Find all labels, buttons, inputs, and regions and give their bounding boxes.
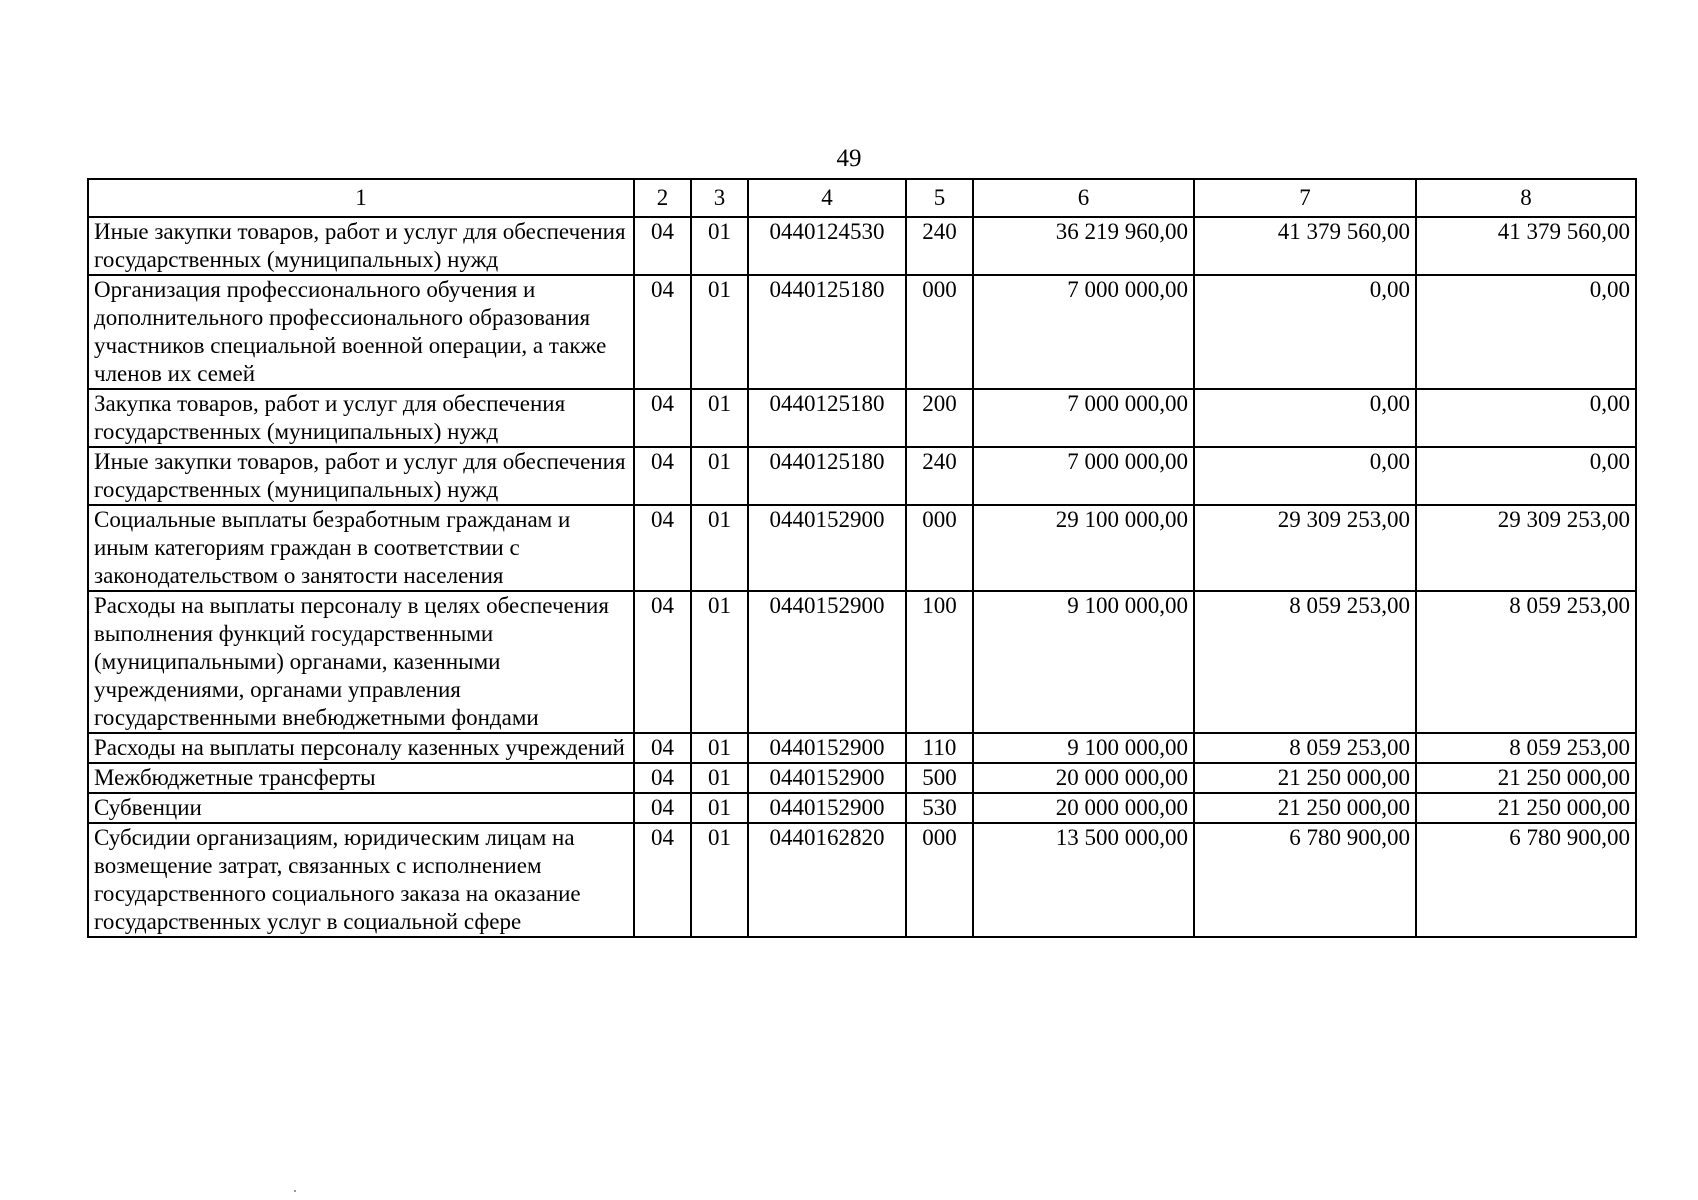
row-name: Организация профессионального обучения и дополнительного профессионального образования участников специальной военной операции, а также членов их семей — [88, 275, 634, 389]
subsection-code: 01 — [691, 591, 748, 733]
row-name: Социальные выплаты безработным гражданам и иным категориям граждан в соответствии с законодательством о занятости населения — [88, 505, 634, 591]
subsection-code: 01 — [691, 447, 748, 505]
table-row — [88, 217, 1636, 275]
target-article-code: 0440125180 — [748, 447, 906, 505]
target-article-code: 0440152900 — [748, 763, 906, 793]
row-name: Субсидии организациям, юридическим лицам на возмещение затрат, связанных с исполнением государственного социального заказа на оказание государственных услуг в социальной сфере — [88, 823, 634, 937]
amount-col-6: 9 100 000,00 — [973, 733, 1194, 763]
table-row — [88, 505, 1636, 591]
expense-type-code: 500 — [906, 763, 973, 793]
column-header: 8 — [1416, 179, 1636, 217]
expense-type-code: 000 — [906, 505, 973, 591]
amount-col-8: 21 250 000,00 — [1416, 763, 1636, 793]
row-name: Иные закупки товаров, работ и услуг для обеспечения государственных (муниципальных) нужд — [88, 217, 634, 275]
subsection-code: 01 — [691, 505, 748, 591]
section-code: 04 — [634, 447, 691, 505]
column-header: 1 — [88, 179, 634, 217]
page-number: 49 — [836, 145, 862, 172]
table-row — [88, 447, 1636, 505]
expense-type-code: 240 — [906, 447, 973, 505]
amount-col-8: 21 250 000,00 — [1416, 793, 1636, 823]
expense-type-code: 000 — [906, 275, 973, 389]
row-name: Расходы на выплаты персоналу в целях обеспечения выполнения функций государственными (муниципальными) органами, казенными учреждениями, органами управления государственными внебюджетными фондами — [88, 591, 634, 733]
expense-type-code: 000 — [906, 823, 973, 937]
amount-col-6: 9 100 000,00 — [973, 591, 1194, 733]
amount-col-7: 8 059 253,00 — [1194, 591, 1416, 733]
section-code: 04 — [634, 733, 691, 763]
amount-col-7: 8 059 253,00 — [1194, 733, 1416, 763]
target-article-code: 0440124530 — [748, 217, 906, 275]
row-name: Иные закупки товаров, работ и услуг для обеспечения государственных (муниципальных) нужд — [88, 447, 634, 505]
amount-col-7: 41 379 560,00 — [1194, 217, 1416, 275]
section-code: 04 — [634, 823, 691, 937]
expense-type-code: 100 — [906, 591, 973, 733]
section-code: 04 — [634, 389, 691, 447]
amount-col-7: 6 780 900,00 — [1194, 823, 1416, 937]
target-article-code: 0440152900 — [748, 793, 906, 823]
section-code: 04 — [634, 217, 691, 275]
amount-col-8: 0,00 — [1416, 389, 1636, 447]
amount-col-8: 6 780 900,00 — [1416, 823, 1636, 937]
header-row — [88, 179, 1636, 217]
subsection-code: 01 — [691, 389, 748, 447]
amount-col-8: 8 059 253,00 — [1416, 733, 1636, 763]
section-code: 04 — [634, 793, 691, 823]
table-row — [88, 733, 1636, 763]
expense-type-code: 200 — [906, 389, 973, 447]
subsection-code: 01 — [691, 763, 748, 793]
row-name: Субвенции — [88, 793, 634, 823]
row-name: Закупка товаров, работ и услуг для обеспечения государственных (муниципальных) нужд — [88, 389, 634, 447]
amount-col-6: 29 100 000,00 — [973, 505, 1194, 591]
amount-col-6: 20 000 000,00 — [973, 763, 1194, 793]
amount-col-6: 7 000 000,00 — [973, 275, 1194, 389]
amount-col-7: 0,00 — [1194, 389, 1416, 447]
section-code: 04 — [634, 275, 691, 389]
expense-type-code: 110 — [906, 733, 973, 763]
subsection-code: 01 — [691, 793, 748, 823]
target-article-code: 0440125180 — [748, 389, 906, 447]
amount-col-7: 21 250 000,00 — [1194, 793, 1416, 823]
row-name: Межбюджетные трансферты — [88, 763, 634, 793]
column-header: 2 — [634, 179, 691, 217]
table-row — [88, 275, 1636, 389]
amount-col-6: 7 000 000,00 — [973, 389, 1194, 447]
target-article-code: 0440125180 — [748, 275, 906, 389]
subsection-code: 01 — [691, 275, 748, 389]
subsection-code: 01 — [691, 733, 748, 763]
amount-col-7: 21 250 000,00 — [1194, 763, 1416, 793]
budget-table — [87, 178, 1637, 938]
amount-col-7: 0,00 — [1194, 275, 1416, 389]
table-row — [88, 763, 1636, 793]
amount-col-8: 0,00 — [1416, 447, 1636, 505]
table-row — [88, 389, 1636, 447]
section-code: 04 — [634, 591, 691, 733]
subsection-code: 01 — [691, 823, 748, 937]
row-name: Расходы на выплаты персоналу казенных учреждений — [88, 733, 634, 763]
amount-col-6: 36 219 960,00 — [973, 217, 1194, 275]
section-code: 04 — [634, 763, 691, 793]
subsection-code: 01 — [691, 217, 748, 275]
column-header: 3 — [691, 179, 748, 217]
amount-col-6: 7 000 000,00 — [973, 447, 1194, 505]
column-header: 6 — [973, 179, 1194, 217]
column-header: 7 — [1194, 179, 1416, 217]
expense-type-code: 530 — [906, 793, 973, 823]
expense-type-code: 240 — [906, 217, 973, 275]
table-row — [88, 591, 1636, 733]
table-row — [88, 823, 1636, 937]
target-article-code: 0440162820 — [748, 823, 906, 937]
amount-col-8: 0,00 — [1416, 275, 1636, 389]
target-article-code: 0440152900 — [748, 733, 906, 763]
amount-col-8: 41 379 560,00 — [1416, 217, 1636, 275]
amount-col-6: 20 000 000,00 — [973, 793, 1194, 823]
section-code: 04 — [634, 505, 691, 591]
target-article-code: 0440152900 — [748, 591, 906, 733]
target-article-code: 0440152900 — [748, 505, 906, 591]
column-header: 4 — [748, 179, 906, 217]
column-header: 5 — [906, 179, 973, 217]
amount-col-8: 8 059 253,00 — [1416, 591, 1636, 733]
amount-col-8: 29 309 253,00 — [1416, 505, 1636, 591]
amount-col-7: 0,00 — [1194, 447, 1416, 505]
table-row — [88, 793, 1636, 823]
amount-col-7: 29 309 253,00 — [1194, 505, 1416, 591]
amount-col-6: 13 500 000,00 — [973, 823, 1194, 937]
scan-speck — [294, 1190, 296, 1192]
